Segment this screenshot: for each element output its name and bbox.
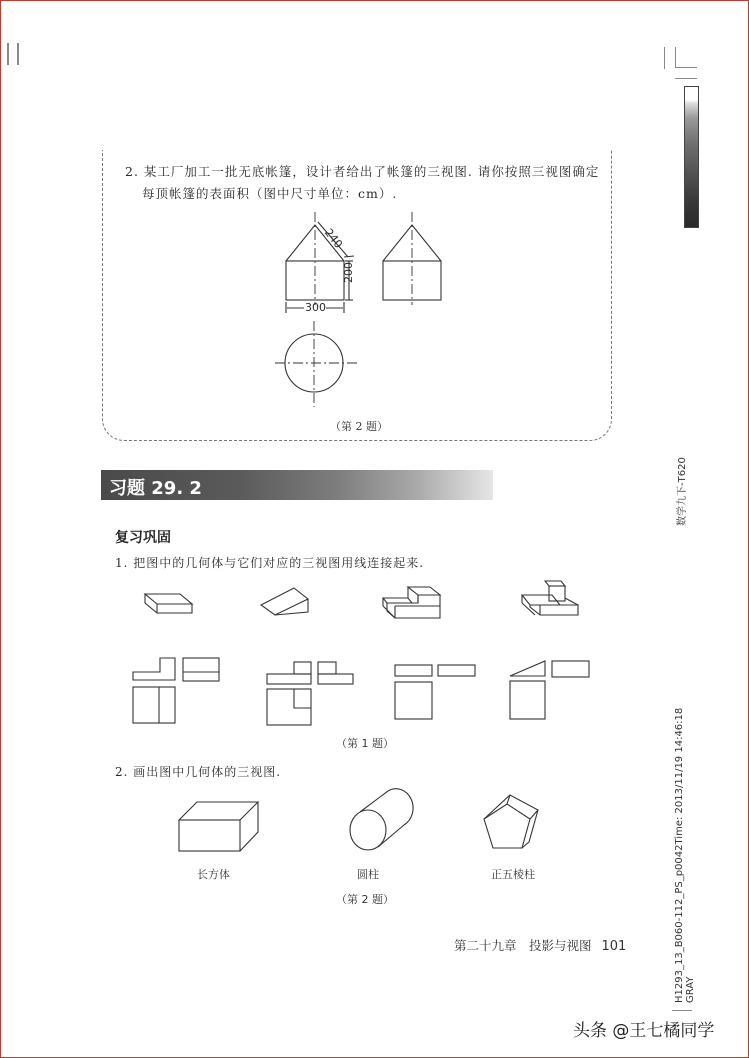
page-footer — [454, 936, 626, 954]
page-number: 101 — [601, 939, 627, 954]
section-title: 习题 29. 2 — [109, 478, 202, 499]
label-cuboid: 长方体 — [197, 868, 230, 881]
q1-text: 1. 把图中的几何体与它们对应的三视图用线连接起来. — [115, 556, 425, 570]
side-label-top: 数学九下-T620 — [677, 457, 688, 526]
label-pentagonal-prism: 正五棱柱 — [491, 868, 535, 881]
tent-question-line1: 某工厂加工一批无底帐篷，设计者给出了帐篷的三视图. 请你按照三视图确定 — [143, 164, 600, 179]
shape-pentagonal-prism — [484, 795, 538, 848]
tent-question-line2: 每顶帐篷的表面积（图中尺寸单位：cm）. — [142, 186, 398, 201]
tent-question-number: 2. — [125, 164, 139, 179]
dim-height: 200 — [342, 262, 355, 283]
subheading-review: 复习巩固 — [115, 530, 171, 546]
chapter-footer: 第二十九章 投影与视图 — [454, 938, 592, 953]
q2-text: 2. 画出图中几何体的三视图. — [115, 765, 282, 779]
shape-cylinder — [350, 789, 413, 850]
dim-slant: 240 — [321, 226, 346, 251]
watermark: 头条 @王七橘同学 — [573, 1021, 715, 1041]
q1-caption: （第 1 题） — [336, 737, 394, 750]
q2-caption: （第 2 题） — [336, 893, 394, 906]
label-cylinder: 圆柱 — [357, 868, 379, 881]
dim-width: 300 — [305, 301, 326, 314]
shape-cuboid — [179, 802, 258, 851]
tent-figure-caption: （第 2 题） — [330, 420, 388, 433]
side-label-bottom-line2: GRAY — [685, 976, 696, 1003]
side-label-bottom-line1: H1293_13_B060-112_PS_p0042Time: 2013/11/19 14:46:18 — [674, 707, 685, 1003]
